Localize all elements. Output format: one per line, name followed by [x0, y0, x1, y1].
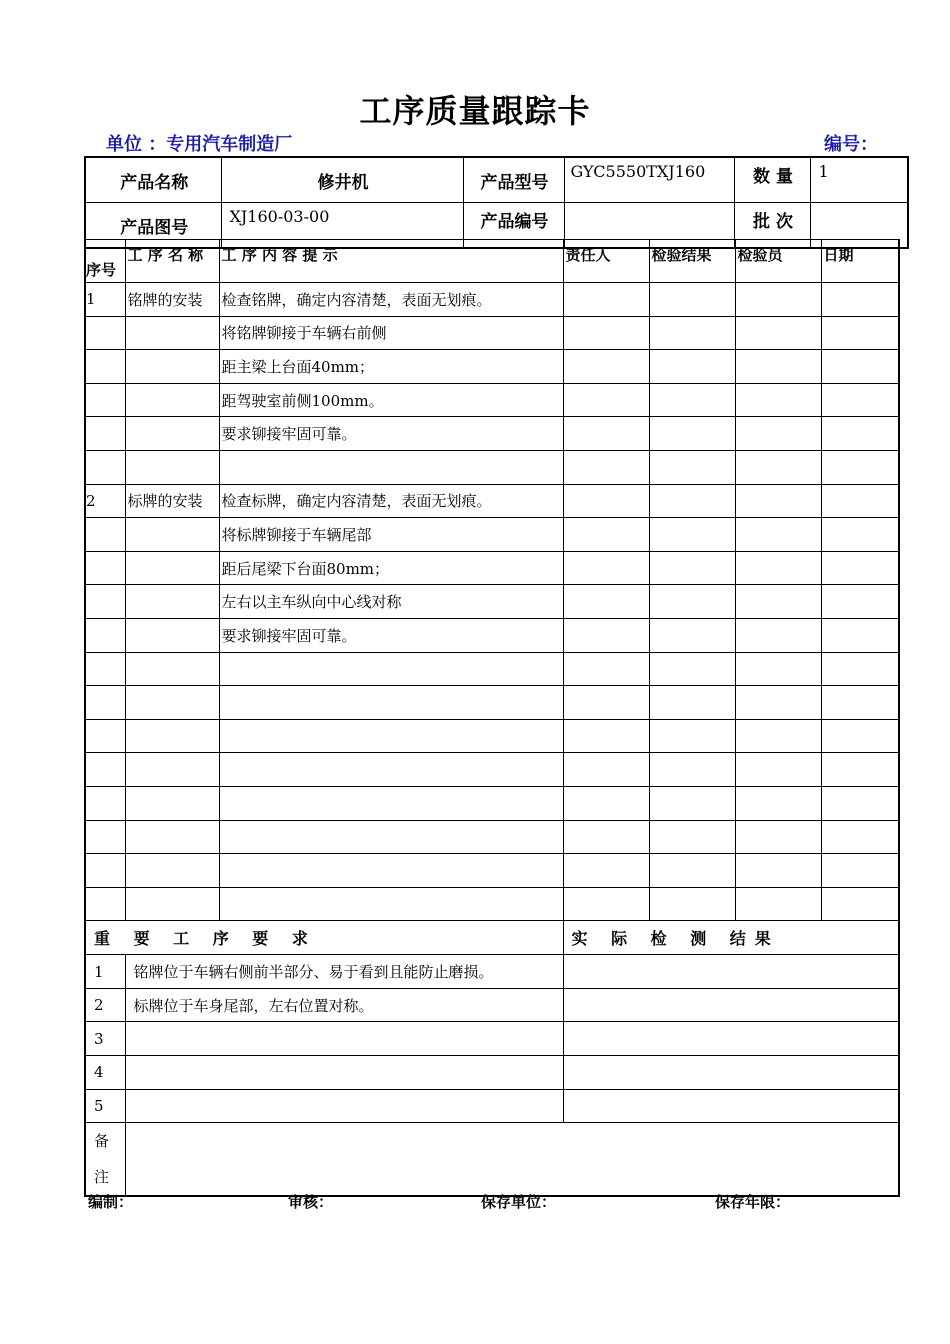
drawing-no-label: 产品图号 — [85, 203, 221, 249]
row-date — [821, 350, 899, 384]
row-responsible — [563, 316, 649, 350]
row-inspector — [735, 450, 821, 484]
requirement-result — [563, 1056, 899, 1090]
batch-label: 批 次 — [734, 203, 810, 249]
row-inspector — [735, 652, 821, 686]
row-process-name — [125, 887, 219, 921]
row-content — [219, 719, 563, 753]
row-responsible — [563, 283, 649, 317]
row-result — [649, 450, 735, 484]
row-process-name — [125, 585, 219, 619]
row-content — [219, 854, 563, 888]
col-process-name: 工 序 名 称 — [125, 240, 219, 283]
row-inspector — [735, 786, 821, 820]
row-content — [219, 450, 563, 484]
row-result — [649, 316, 735, 350]
row-date — [821, 786, 899, 820]
table-row — [85, 417, 899, 451]
requirement-row — [85, 988, 899, 1022]
requirement-row — [85, 955, 899, 989]
row-inspector — [735, 753, 821, 787]
unit-line: 单位 ：专用汽车制造厂 — [106, 134, 293, 155]
row-seq — [85, 585, 125, 619]
table-row — [85, 652, 899, 686]
row-result — [649, 618, 735, 652]
row-content: 将标牌铆接于车辆尾部 — [219, 518, 563, 552]
row-inspector — [735, 618, 821, 652]
row-date — [821, 383, 899, 417]
table-row — [85, 383, 899, 417]
row-responsible — [563, 820, 649, 854]
row-inspector — [735, 283, 821, 317]
table-row — [85, 820, 899, 854]
row-process-name — [125, 450, 219, 484]
row-date — [821, 551, 899, 585]
requirement-text — [125, 1089, 563, 1123]
row-process-name — [125, 854, 219, 888]
row-seq — [85, 316, 125, 350]
footer-reviewed: 审核： — [288, 1193, 334, 1211]
row-date — [821, 518, 899, 552]
row-date — [821, 686, 899, 720]
requirement-result — [563, 1089, 899, 1123]
requirement-result — [563, 1022, 899, 1056]
row-inspector — [735, 551, 821, 585]
table-row — [85, 686, 899, 720]
requirement-row — [85, 1056, 899, 1090]
col-result: 检验结果 — [649, 240, 735, 283]
row-seq — [85, 719, 125, 753]
requirement-row — [85, 1022, 899, 1056]
col-inspector: 检验员 — [735, 240, 821, 283]
row-result — [649, 484, 735, 518]
row-content: 距主梁上台面40mm； — [219, 350, 563, 384]
row-content: 要求铆接牢固可靠。 — [219, 618, 563, 652]
col-responsible: 责任人 — [563, 240, 649, 283]
column-header-row — [85, 240, 899, 283]
row-result — [649, 753, 735, 787]
row-content: 要求铆接牢固可靠。 — [219, 417, 563, 451]
row-result — [649, 786, 735, 820]
row-date — [821, 820, 899, 854]
info-row — [85, 157, 908, 203]
row-responsible — [563, 417, 649, 451]
table-row — [85, 887, 899, 921]
row-inspector — [735, 518, 821, 552]
row-process-name — [125, 686, 219, 720]
row-content: 距驾驶室前侧100mm。 — [219, 383, 563, 417]
table-row — [85, 316, 899, 350]
row-seq — [85, 350, 125, 384]
requirement-no: 5 — [85, 1089, 125, 1123]
row-responsible — [563, 719, 649, 753]
row-seq: 1 — [85, 283, 125, 317]
serial-label: 编号： — [824, 134, 878, 155]
process-table — [84, 239, 900, 1197]
table-row — [85, 450, 899, 484]
row-date — [821, 753, 899, 787]
drawing-no-value: XJ160-03-00 — [221, 203, 463, 249]
row-date — [821, 854, 899, 888]
product-name-label: 产品名称 — [85, 157, 221, 203]
row-inspector — [735, 820, 821, 854]
table-row — [85, 283, 899, 317]
table-row — [85, 350, 899, 384]
key-process-label: 重 要 工 序 要 求 — [85, 921, 563, 955]
row-responsible — [563, 753, 649, 787]
row-process-name — [125, 786, 219, 820]
row-content: 距后尾梁下台面80mm； — [219, 551, 563, 585]
row-seq — [85, 652, 125, 686]
row-process-name — [125, 518, 219, 552]
row-inspector — [735, 719, 821, 753]
table-row — [85, 753, 899, 787]
row-responsible — [563, 618, 649, 652]
row-responsible — [563, 383, 649, 417]
table-row — [85, 854, 899, 888]
row-date — [821, 618, 899, 652]
row-responsible — [563, 450, 649, 484]
row-seq — [85, 551, 125, 585]
page-title: 工序质量跟踪卡 — [359, 92, 591, 130]
row-content — [219, 820, 563, 854]
row-seq — [85, 887, 125, 921]
requirement-text — [125, 1056, 563, 1090]
row-responsible — [563, 518, 649, 552]
row-inspector — [735, 417, 821, 451]
row-seq — [85, 618, 125, 652]
row-process-name — [125, 618, 219, 652]
row-responsible — [563, 686, 649, 720]
remark-label-line2: 注 — [94, 1168, 110, 1187]
quantity-value: 1 — [810, 157, 908, 203]
requirement-no: 3 — [85, 1022, 125, 1056]
row-responsible — [563, 652, 649, 686]
row-result — [649, 585, 735, 619]
row-inspector — [735, 585, 821, 619]
row-result — [649, 383, 735, 417]
row-result — [649, 350, 735, 384]
row-date — [821, 585, 899, 619]
row-date — [821, 283, 899, 317]
remark-label-line1: 备 — [94, 1132, 110, 1151]
table-row — [85, 518, 899, 552]
actual-result-label: 实 际 检 测 结果 — [563, 921, 899, 955]
row-inspector — [735, 350, 821, 384]
row-date — [821, 887, 899, 921]
footer-period: 保存年限： — [715, 1193, 791, 1211]
row-content — [219, 753, 563, 787]
row-result — [649, 652, 735, 686]
row-process-name — [125, 753, 219, 787]
row-process-name — [125, 820, 219, 854]
row-process-name — [125, 383, 219, 417]
row-result — [649, 518, 735, 552]
row-responsible — [563, 585, 649, 619]
row-responsible — [563, 786, 649, 820]
requirement-text: 铭牌位于车辆右侧前半部分、易于看到且能防止磨损。 — [125, 955, 563, 989]
row-seq — [85, 417, 125, 451]
row-content: 左右以主车纵向中心线对称 — [219, 585, 563, 619]
remark-content — [125, 1123, 899, 1197]
row-seq — [85, 854, 125, 888]
row-inspector — [735, 887, 821, 921]
row-seq: 2 — [85, 484, 125, 518]
row-date — [821, 484, 899, 518]
row-content — [219, 652, 563, 686]
footer-compiled: 编制： — [88, 1193, 134, 1211]
row-seq — [85, 383, 125, 417]
requirement-text: 标牌位于车身尾部，左右位置对称。 — [125, 988, 563, 1022]
row-content — [219, 686, 563, 720]
footer-custodian: 保存单位： — [481, 1193, 557, 1211]
row-result — [649, 686, 735, 720]
requirement-row — [85, 1089, 899, 1123]
product-model-value: GYC5550TXJ160 — [564, 157, 734, 203]
row-date — [821, 652, 899, 686]
row-responsible — [563, 484, 649, 518]
row-inspector — [735, 484, 821, 518]
row-date — [821, 417, 899, 451]
requirement-no: 2 — [85, 988, 125, 1022]
row-inspector — [735, 383, 821, 417]
row-process-name — [125, 350, 219, 384]
table-row — [85, 719, 899, 753]
row-process-name — [125, 652, 219, 686]
row-result — [649, 719, 735, 753]
row-seq — [85, 518, 125, 552]
row-date — [821, 450, 899, 484]
row-inspector — [735, 316, 821, 350]
row-result — [649, 551, 735, 585]
requirement-result — [563, 955, 899, 989]
row-process-name: 标牌的安装 — [125, 484, 219, 518]
remark-label — [85, 1123, 125, 1197]
table-row — [85, 585, 899, 619]
row-date — [821, 719, 899, 753]
row-inspector — [735, 854, 821, 888]
product-name-value: 修井机 — [221, 157, 463, 203]
row-content: 检查铭牌，确定内容清楚，表面无划痕。 — [219, 283, 563, 317]
row-responsible — [563, 887, 649, 921]
table-row — [85, 484, 899, 518]
row-process-name — [125, 551, 219, 585]
row-content: 检查标牌，确定内容清楚，表面无划痕。 — [219, 484, 563, 518]
requirement-result — [563, 988, 899, 1022]
row-result — [649, 887, 735, 921]
requirement-no: 1 — [85, 955, 125, 989]
row-responsible — [563, 551, 649, 585]
row-responsible — [563, 350, 649, 384]
row-seq — [85, 820, 125, 854]
table-row — [85, 551, 899, 585]
product-model-label: 产品型号 — [463, 157, 564, 203]
row-process-name — [125, 316, 219, 350]
row-process-name — [125, 417, 219, 451]
product-info-table — [84, 156, 909, 249]
table-row — [85, 786, 899, 820]
requirement-text — [125, 1022, 563, 1056]
row-content — [219, 786, 563, 820]
table-row — [85, 618, 899, 652]
row-content — [219, 887, 563, 921]
row-seq — [85, 686, 125, 720]
remark-row — [85, 1123, 899, 1197]
row-seq — [85, 753, 125, 787]
row-result — [649, 417, 735, 451]
row-responsible — [563, 854, 649, 888]
col-seq: 序号 — [85, 240, 125, 283]
row-content: 将铭牌铆接于车辆右前侧 — [219, 316, 563, 350]
row-inspector — [735, 686, 821, 720]
product-no-label: 产品编号 — [463, 203, 564, 249]
row-seq — [85, 450, 125, 484]
row-seq — [85, 786, 125, 820]
col-content: 工 序 内 容 提 示 — [219, 240, 563, 283]
row-result — [649, 854, 735, 888]
col-date: 日期 — [821, 240, 899, 283]
key-process-header-row — [85, 921, 899, 955]
row-result — [649, 820, 735, 854]
quantity-label: 数 量 — [734, 157, 810, 203]
requirement-no: 4 — [85, 1056, 125, 1090]
row-result — [649, 283, 735, 317]
row-process-name — [125, 719, 219, 753]
row-date — [821, 316, 899, 350]
row-process-name: 铭牌的安装 — [125, 283, 219, 317]
